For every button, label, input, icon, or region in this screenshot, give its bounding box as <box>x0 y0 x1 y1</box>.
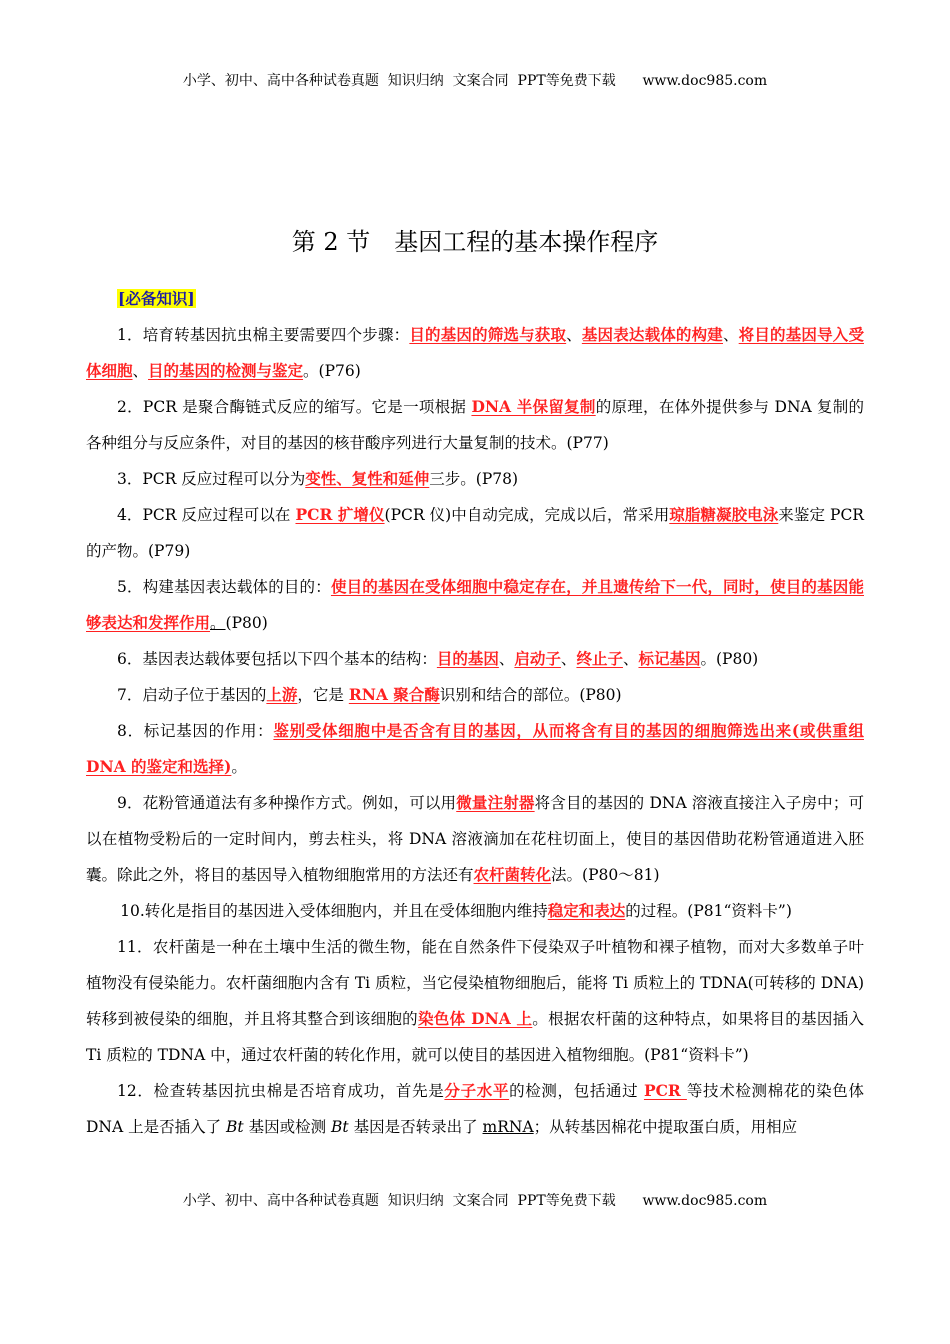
item-3: 3．PCR 反应过程可以分为变性、复性和延伸三步。(P78) <box>117 469 519 488</box>
document-body <box>86 281 864 1145</box>
item-5: 5．构建基因表达载体的目的：使目的基因在受体细胞中稳定存在，并且遗传给下一代，同时，使目的基因能够表达和发挥作用。(P80) <box>86 577 864 632</box>
page-footer: 小学、初中、高中各种试卷真题 知识归纳 文案合同 PPT等免费下载 www.doc985.com <box>182 1193 768 1209</box>
section-title: 第 2 节 基因工程的基本操作程序 <box>291 228 659 256</box>
page-header: 小学、初中、高中各种试卷真题 知识归纳 文案合同 PPT等免费下载 www.doc985.com <box>182 73 768 89</box>
item-2: 2．PCR 是聚合酶链式反应的缩写。它是一项根据 DNA 半保留复制的原理，在体外提供参与 DNA 复制的各种组分与反应条件，对目的基因的核苷酸序列进行大量复制的技术。(P77) <box>86 397 864 452</box>
section-label: [必备知识] <box>118 289 195 308</box>
item-7: 7．启动子位于基因的上游，它是 RNA 聚合酶识别和结合的部位。(P80) <box>117 685 622 704</box>
item-9: 9．花粉管通道法有多种操作方式。例如，可以用微量注射器将含目的基因的 DNA 溶液直接注入子房中；可以在植物受粉后的一定时间内，剪去柱头，将 DNA 溶液滴加在花柱切面上，使目的基因借助花粉管通道进入胚囊。除此之外，将目的基因导入植物细胞常用的方法还有农杆菌转化法。(P80～81) <box>86 793 864 884</box>
item-12: 12．检查转基因抗虫棉是否培育成功，首先是分子水平的检测，包括通过 PCR 等技术检测棉花的染色体 DNA 上是否插入了 Bt 基因或检测 Bt 基因是否转录出了 mRNA；从转基因棉花中提取蛋白质，用相应 <box>86 1081 864 1136</box>
knowledge-heading <box>86 281 864 317</box>
item-11: 11．农杆菌是一种在土壤中生活的微生物，能在自然条件下侵染双子叶植物和裸子植物，而对大多数单子叶植物没有侵染能力。农杆菌细胞内含有 Ti 质粒，当它侵染植物细胞后，能将 Ti 质粒上的 TDNA(可转移的 DNA)转移到被侵染的细胞，并且将其整合到该细胞的染色体 DNA 上。根据农杆菌的这种特点，如果将目的基因插入 Ti 质粒的 TDNA 中，通过农杆菌的转化作用，就可以使目的基因进入植物细胞。(P81“资料卡”) <box>86 938 864 1064</box>
item-6: 6．基因表达载体要包括以下四个基本的结构：目的基因、启动子、终止子、标记基因。(P80) <box>117 649 759 668</box>
item-1: 1．培育转基因抗虫棉主要需要四个步骤：目的基因的筛选与获取、基因表达载体的构建、将目的基因导入受体细胞、目的基因的检测与鉴定。(P76) <box>86 325 864 380</box>
item-4: 4．PCR 反应过程可以在 PCR 扩增仪(PCR 仪)中自动完成，完成以后，常采用琼脂糖凝胶电泳来鉴定 PCR 的产物。(P79) <box>86 505 864 560</box>
item-8: 8．标记基因的作用：鉴别受体细胞中是否含有目的基因，从而将含有目的基因的细胞筛选出来(或供重组 DNA 的鉴定和选择)。 <box>86 721 864 776</box>
item-10: 10.转化是指目的基因进入受体细胞内，并且在受体细胞内维持稳定和表达的过程。(P81“资料卡”) <box>120 901 792 920</box>
